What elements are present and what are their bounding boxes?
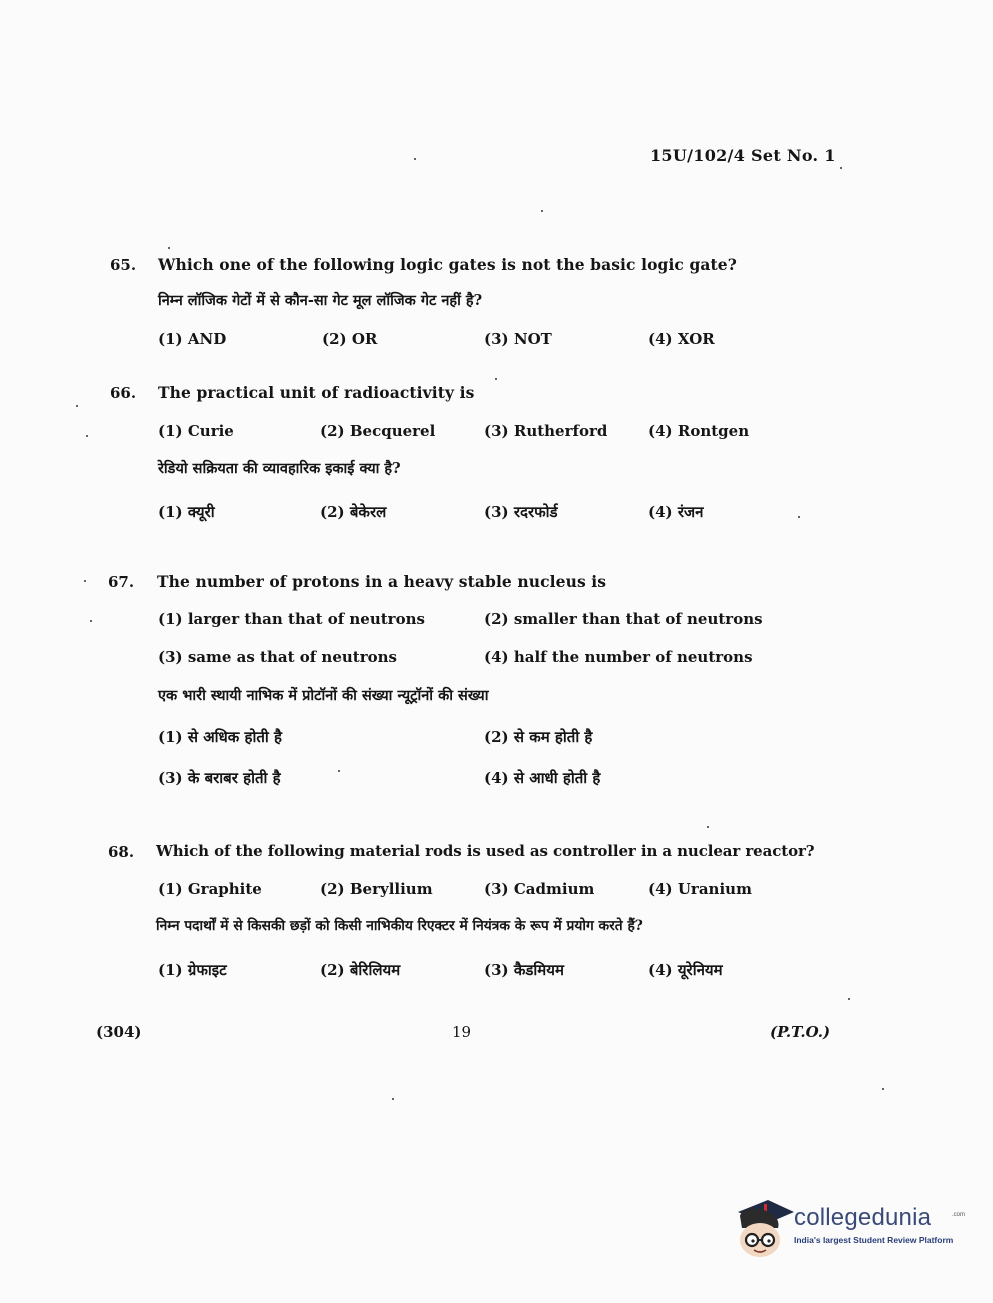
scan-speck xyxy=(84,580,86,582)
option-4-hindi: (4) यूरेनियम xyxy=(648,961,723,979)
booklet-code: (304) xyxy=(96,1023,142,1041)
option-1-hindi: (1) ग्रेफाइट xyxy=(158,961,227,979)
option-3-english: (3) same as that of neutrons xyxy=(158,648,397,666)
option-2-english: (2) Beryllium xyxy=(320,880,433,898)
option-3-hindi: (3) के बराबर होती है xyxy=(158,769,281,787)
question-number: 67. xyxy=(108,573,135,591)
question-text-hindi: एक भारी स्थायी नाभिक में प्रोटॉनों की संख्या न्यूट्रॉनों की संख्या xyxy=(158,687,489,704)
scan-speck xyxy=(848,998,850,1000)
option-3: (3) NOT xyxy=(484,330,552,348)
option-2-english: (2) smaller than that of neutrons xyxy=(484,610,763,628)
option-1-english: (1) Curie xyxy=(158,422,234,440)
option-3-hindi: (3) रदरफोर्ड xyxy=(484,503,558,521)
scan-speck xyxy=(338,770,340,772)
option-4-english: (4) half the number of neutrons xyxy=(484,648,753,666)
question-text-english: Which of the following material rods is used as controller in a nuclear reactor? xyxy=(156,842,815,860)
option-4-english: (4) Rontgen xyxy=(648,422,750,440)
option-4-hindi: (4) से आधी होती है xyxy=(484,769,601,787)
option-1-hindi: (1) से अधिक होती है xyxy=(158,728,283,746)
option-3-english: (3) Rutherford xyxy=(484,422,608,440)
option-4-english: (4) Uranium xyxy=(648,880,752,898)
scan-speck xyxy=(495,378,497,380)
question-text-english: Which one of the following logic gates is not the basic logic gate? xyxy=(158,255,737,274)
scan-speck xyxy=(840,167,842,169)
option-3-hindi: (3) कैडमियम xyxy=(484,961,564,979)
option-2-english: (2) Becquerel xyxy=(320,422,436,440)
scan-speck xyxy=(707,826,709,828)
option-1-hindi: (1) क्यूरी xyxy=(158,503,215,521)
option-4-hindi: (4) रंजन xyxy=(648,503,704,521)
option-1-english: (1) larger than that of neutrons xyxy=(158,610,425,628)
scan-speck xyxy=(392,1098,394,1100)
logo-tagline: India's largest Student Review Platform xyxy=(794,1235,954,1245)
question-text-english: The practical unit of radioactivity is xyxy=(158,383,475,402)
option-2-hindi: (2) से कम होती है xyxy=(484,728,593,746)
mascot-icon xyxy=(728,1190,798,1270)
scan-speck xyxy=(882,1088,884,1090)
page-number: 19 xyxy=(452,1023,472,1041)
scan-speck xyxy=(414,158,416,160)
scan-speck xyxy=(90,620,92,622)
option-4: (4) XOR xyxy=(648,330,715,348)
option-2: (2) OR xyxy=(322,330,378,348)
option-2-hindi: (2) बेकेरल xyxy=(320,503,387,521)
scan-speck xyxy=(76,405,78,407)
option-2-hindi: (2) बेरिलियम xyxy=(320,961,401,979)
scan-speck xyxy=(798,516,800,518)
pto-note: (P.T.O.) xyxy=(770,1023,831,1041)
question-text-english: The number of protons in a heavy stable nucleus is xyxy=(157,572,607,591)
question-text-hindi: निम्न लॉजिक गेटों में से कौन-सा गेट मूल लॉजिक गेट नहीं है? xyxy=(158,292,483,309)
logo-domain: .com xyxy=(952,1212,966,1218)
scan-speck xyxy=(168,247,170,249)
scan-speck xyxy=(86,435,88,437)
question-text-hindi: निम्न पदार्थों में से किसकी छड़ों को किसी नाभिकीय रिएक्टर में नियंत्रक के रूप में प्रयोग करते हैं? xyxy=(156,918,643,934)
option-1-english: (1) Graphite xyxy=(158,880,262,898)
scan-speck xyxy=(541,210,543,212)
option-1: (1) AND xyxy=(158,330,227,348)
question-text-hindi: रेडियो सक्रियता की व्यावहारिक इकाई क्या है? xyxy=(158,460,401,477)
question-number: 66. xyxy=(110,384,137,402)
option-3-english: (3) Cadmium xyxy=(484,880,595,898)
question-number: 68. xyxy=(108,843,135,861)
logo-wordmark: collegedunia xyxy=(794,1204,932,1231)
question-number: 65. xyxy=(110,256,137,274)
collegedunia-logo xyxy=(728,1190,968,1270)
paper-code: 15U/102/4 Set No. 1 xyxy=(650,146,836,165)
